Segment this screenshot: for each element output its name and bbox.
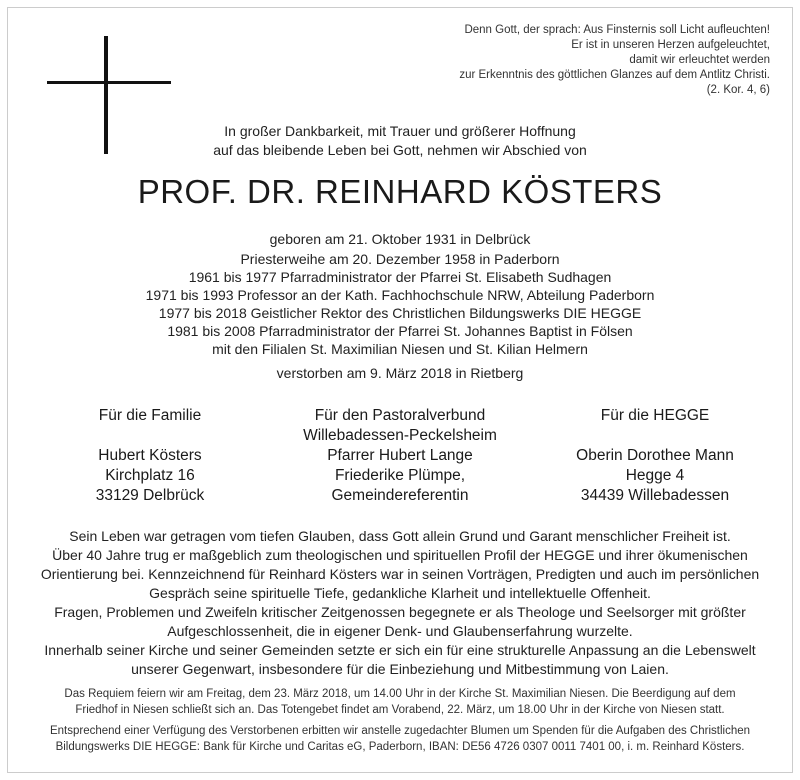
career-list (0, 250, 800, 358)
birth-info: geboren am 21. Oktober 1931 in Delbrück (269, 231, 531, 247)
bio-line: Orientierung bei. Kennzeichnend für Reinhard Kösters war in seinen Vorträgen, Predigten und auch im persönlichen (40, 566, 760, 582)
donation-line: Entsprechend einer Verfügung des Verstorbenen erbitten wir anstelle zugedachter Blumen um Spenden für die Aufgaben des Christlichen (49, 725, 751, 737)
contact-line: Hubert Kösters (98, 447, 202, 464)
verse-line: Denn Gott, der sprach: Aus Finsternis soll Licht aufleuchten! (464, 24, 770, 36)
contact-line: Kirchplatz 16 (105, 467, 195, 484)
bio-line: unserer Gegenwart, insbesondere für die Einbeziehung und Mitbestimmung von Laien. (131, 661, 669, 677)
contact-heading: Für die HEGGE (600, 407, 710, 424)
career-item: 1971 bis 1993 Professor an der Kath. Fachhochschule NRW, Abteilung Paderborn (145, 287, 655, 303)
requiem-line: Friedhof in Niesen schließt sich an. Das Totengebet findet am Vorabend, 22. März, um 18.00 Uhr in der Kirche von Niesen statt. (75, 704, 725, 716)
contact-line: Friederike Plümpe, (334, 467, 466, 484)
bio-line: Aufgeschlossenheit, die in eigener Denk- und Glaubenserfahrung wurzelte. (167, 623, 633, 639)
career-item: 1961 bis 1977 Pfarradministrator der Pfarrei St. Elisabeth Sudhagen (188, 269, 612, 285)
death-info: verstorben am 9. März 2018 in Rietberg (276, 365, 524, 381)
verse-line: Er ist in unseren Herzen aufgeleuchtet, (571, 39, 770, 51)
contact-line: 34439 Willebadessen (580, 487, 730, 504)
deceased-name: PROF. DR. REINHARD KÖSTERS (137, 173, 663, 210)
career-item: Priesterweihe am 20. Dezember 1958 in Paderborn (240, 251, 560, 267)
intro-text (0, 122, 800, 160)
bio-line: Gespräch seine spirituelle Tiefe, gedankliche Klarheit und intellektuelle Offenheit. (149, 585, 651, 601)
verse-line: zur Erkenntnis des göttlichen Glanzes auf dem Antlitz Christi. (459, 69, 770, 81)
contacts-section (0, 406, 800, 516)
contact-line: Pfarrer Hubert Lange (327, 447, 473, 464)
contact-line: Oberin Dorothee Mann (576, 447, 734, 464)
funeral-notice (0, 686, 800, 755)
bio-line: Über 40 Jahre trug er maßgeblich zum theologischen und spirituellen Profil der HEGGE und ihrer ökumenischen (52, 547, 748, 563)
bio-line: Innerhalb seiner Kirche und seiner Gemeinden setzte er sich ein für eine strukturelle Anpassung an die Lebenswelt (44, 642, 756, 658)
career-item: 1981 bis 2008 Pfarradministrator der Pfarrei St. Johannes Baptist in Fölsen (167, 323, 633, 339)
contact-line: Gemeindereferentin (331, 487, 469, 504)
verse-line: damit wir erleuchtet werden (629, 54, 770, 66)
contact-pastoral (270, 406, 530, 506)
verse-reference: (2. Kor. 4, 6) (706, 84, 770, 96)
contact-hegge (540, 406, 770, 506)
contact-line: 33129 Delbrück (95, 487, 205, 504)
career-item: mit den Filialen St. Maximilian Niesen und St. Kilian Helmern (212, 341, 588, 357)
contact-line: Hegge 4 (625, 467, 685, 484)
bio-line: Fragen, Problemen und Zweifeln kritischer Zeitgenossen begegnete er als Theologe und Seelsorger mit größter (54, 604, 746, 620)
requiem-line: Das Requiem feiern wir am Freitag, dem 23. März 2018, um 14.00 Uhr in der Kirche St. Maximilian Niesen. Die Beerdigung auf dem (64, 688, 736, 700)
biography-text (0, 527, 800, 679)
donation-line: Bildungswerks DIE HEGGE: Bank für Kirche und Caritas eG, Paderborn, IBAN: DE56 4726 0307 0011 7401 00, i. m. Reinhard Kösters. (55, 741, 745, 753)
contact-family (40, 406, 260, 506)
bible-verse (350, 23, 770, 98)
contact-heading: Für die Familie (98, 407, 202, 424)
intro-line: auf das bleibende Leben bei Gott, nehmen wir Abschied von (213, 142, 587, 158)
contact-heading: Für den Pastoralverbund (314, 407, 486, 424)
intro-line: In großer Dankbarkeit, mit Trauer und größerer Hoffnung (224, 123, 576, 139)
bio-line: Sein Leben war getragen vom tiefen Glauben, dass Gott allein Grund und Garant menschlicher Freiheit ist. (69, 528, 731, 544)
career-item: 1977 bis 2018 Geistlicher Rektor des Christlichen Bildungswerks DIE HEGGE (158, 305, 642, 321)
contact-heading: Willebadessen-Peckelsheim (303, 427, 497, 444)
